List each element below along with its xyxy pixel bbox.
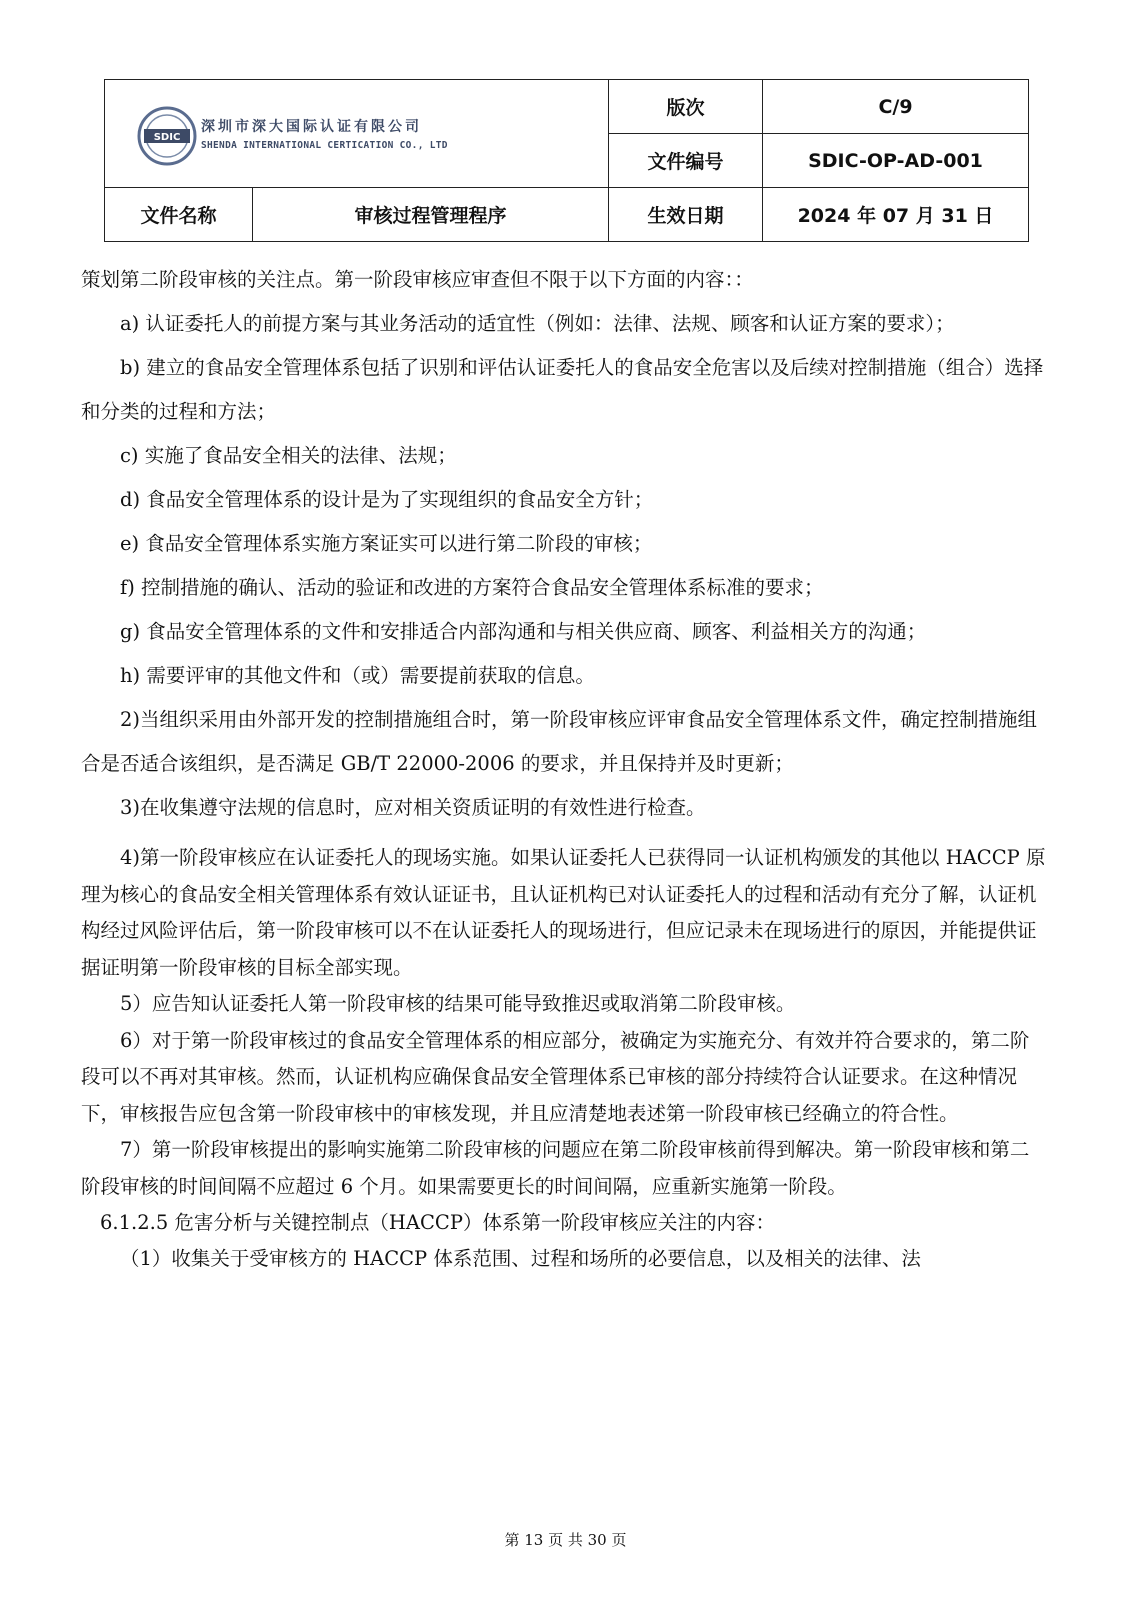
section-heading-6-1-2-5: 6.1.2.5 危害分析与关键控制点（HACCP）体系第一阶段审核应关注的内容： [100,1211,775,1234]
paragraph-2: 2)当组织采用由外部开发的控制措施组合时，第一阶段审核应评审食品安全管理体系文件，确定控制措施组合是否适合该组织，是否满足 GB/T 22000-2006 的要求，并且保持并及时更新； [81,708,1038,775]
paragraph: 策划第二阶段审核的关注点。第一阶段审核应审查但不限于以下方面的内容：： [81,268,754,291]
list-item-f: f) 控制措施的确认、活动的验证和改进的方案符合食品安全管理体系标准的要求； [120,576,824,599]
doc-name-label: 文件名称 [105,188,253,242]
company-logo [137,106,497,166]
list-item-g: g) 食品安全管理体系的文件和安排适合内部沟通和与相关供应商、顾客、利益相关方的沟通； [120,620,927,643]
list-item-e: e) 食品安全管理体系实施方案证实可以进行第二阶段的审核； [120,532,653,555]
paragraph-6: 6）对于第一阶段审核过的食品安全管理体系的相应部分，被确定为实施充分、有效并符合要求的，第二阶段可以不再对其审核。然而，认证机构应确保食品安全管理体系已审核的部分持续符合认证要求。在这种情况下，审核报告应包含第一阶段审核中的审核发现，并且应清楚地表述第一阶段审核已经确立的符合性。 [81,1028,1030,1125]
version-label: 版次 [609,80,763,134]
page-number: 第 13 页 共 30 页 [504,1531,627,1549]
list-item-a: a) 认证委托人的前提方案与其业务活动的适宜性（例如：法律、法规、顾客和认证方案的要求）； [120,312,955,335]
document-body [81,258,1047,1278]
list-item-d: d) 食品安全管理体系的设计是为了实现组织的食品安全方针； [120,488,654,511]
version-value: C/9 [763,80,1029,134]
paragraph-3: 3)在收集遵守法规的信息时，应对相关资质证明的有效性进行检查。 [120,796,706,819]
doc-name-value: 审核过程管理程序 [253,188,609,242]
sdic-seal-icon [137,106,197,166]
doc-number-label: 文件编号 [609,134,763,188]
list-item-h: h) 需要评审的其他文件和（或）需要提前获取的信息。 [120,664,595,687]
paragraph-7: 7）第一阶段审核提出的影响实施第二阶段审核的问题应在第二阶段审核前得到解决。第一阶段审核和第二阶段审核的时间间隔不应超过 6 个月。如果需要更长的时间间隔，应重新实施第一阶段。 [81,1138,1030,1198]
list-item-c: c) 实施了食品安全相关的法律、法规； [120,444,457,467]
paragraph-4: 4)第一阶段审核应在认证委托人的现场实施。如果认证委托人已获得同一认证机构颁发的其他以 HACCP 原理为核心的食品安全相关管理体系有效认证证书，且认证机构已对认证委托人的过程和活动有充分了解，认证机构经过风险评估后，第一阶段审核可以不在认证委托人的现场进行，但应记录未在现场进行的原因，并能提供证据证明第一阶段审核的目标全部实现。 [81,846,1046,979]
document-header-table [104,79,1029,242]
paragraph-haccp-1: （1）收集关于受审核方的 HACCP 体系范围、过程和场所的必要信息，以及相关的法律、法 [120,1247,921,1270]
company-name-cn: 深圳市深大国际认证有限公司 [201,119,422,135]
list-item-b: b) 建立的食品安全管理体系包括了识别和评估认证委托人的食品安全危害以及后续对控制措施（组合）选择和分类的过程和方法； [81,356,1044,423]
company-logo-cell [105,80,609,188]
paragraph-5: 5）应告知认证委托人第一阶段审核的结果可能导致推迟或取消第二阶段审核。 [120,992,796,1015]
svg-text:SDIC: SDIC [153,132,181,143]
company-name-en: SHENDA INTERNATIONAL CERTICATION CO., LTD [201,140,448,151]
effective-date-value: 2024 年 07 月 31 日 [763,188,1029,242]
doc-number-value: SDIC-OP-AD-001 [763,134,1029,188]
effective-date-label: 生效日期 [609,188,763,242]
